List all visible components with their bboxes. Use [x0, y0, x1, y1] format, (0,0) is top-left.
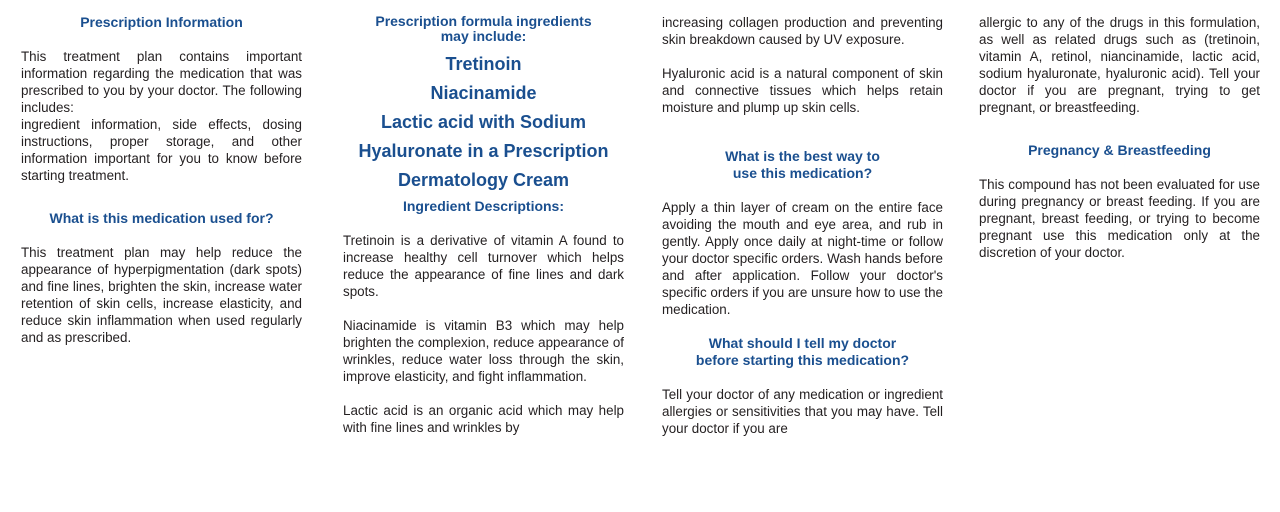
- medication-use-heading: What is this medication used for?: [49, 210, 274, 226]
- lactic-acid-description: Lactic acid is an organic acid which may help with fine lines and wrinkles by: [343, 403, 624, 435]
- ingredient-list: [343, 50, 624, 195]
- ingredient-niacinamide: Niacinamide: [430, 83, 537, 103]
- medication-use-paragraph: This treatment plan may help reduce the appearance of hyperpigmentation (dark spots) and fine lines, brighten the skin, increase water retention of skin cells, increase elasticity, and reduce skin inflammation when used regularly and as prescribed.: [21, 245, 302, 345]
- column-prescription-information: [21, 14, 302, 346]
- hyaluronic-acid-description: Hyaluronic acid is a natural component of skin and connective tissues which helps retain moisture and plump up skin cells.: [662, 66, 943, 115]
- tell-doctor-heading: What should I tell my doctor before starting this medication?: [695, 335, 910, 368]
- column-usage: [662, 14, 943, 437]
- usage-instructions: Apply a thin layer of cream on the entire face avoiding the mouth and eye area, and rub in gently. Apply once daily at night-time or follow your doctor specific orders. Wash hands before and after application. Follow your doctor's specific orders if you are unsure how to use the medication.: [662, 200, 943, 317]
- prescription-information-includes: ingredient information, side effects, dosing instructions, proper storage, and other information important for you to know before starting treatment.: [21, 117, 302, 183]
- prescription-information-intro: This treatment plan contains important information regarding the medication that was prescribed to you by your doctor. The following includes:: [21, 49, 302, 115]
- tell-doctor-paragraph: Tell your doctor of any medication or ingredient allergies or sensitivities that you may have. Tell your doctor if you are: [662, 387, 943, 436]
- column-ingredients: [343, 14, 624, 436]
- pregnancy-breastfeeding-heading: Pregnancy & Breastfeeding: [1028, 142, 1211, 158]
- lactic-acid-description-continued: increasing collagen production and preventing skin breakdown caused by UV exposure.: [662, 15, 943, 47]
- pregnancy-paragraph: This compound has not been evaluated for use during pregnancy or breast feeding. If you are pregnant, breast feeding, or trying to become pregnant use this medication only at the discretion of your doctor.: [979, 177, 1260, 260]
- formula-ingredients-heading: Prescription formula ingredients may include:: [375, 13, 592, 44]
- niacinamide-description: Niacinamide is vitamin B3 which may help brighten the complexion, reduce appearance of wrinkles, reduce water loss through the skin, improve elasticity, and fight inflammation.: [343, 318, 624, 384]
- tretinoin-description: Tretinoin is a derivative of vitamin A found to increase healthy cell turnover which helps reduce the appearance of fine lines and dark spots.: [343, 233, 624, 299]
- column-pregnancy: [979, 14, 1260, 261]
- best-way-to-use-heading: What is the best way to use this medication?: [725, 148, 880, 181]
- ingredient-lactic-acid-cream: Lactic acid with Sodium Hyaluronate in a Prescription Dermatology Cream: [358, 112, 609, 190]
- ingredient-descriptions-heading: Ingredient Descriptions:: [402, 198, 565, 214]
- prescription-information-heading: Prescription Information: [80, 14, 243, 30]
- allergy-paragraph: allergic to any of the drugs in this formulation, as well as related drugs such as (tretinoin, vitamin A, retinol, niancinamide, lactic acid, sodium hyaluronate, hyaluronic acid). Tell your doctor if you are pregnant, trying to get pregnant, or breastfeeding.: [979, 15, 1260, 115]
- ingredient-tretinoin: Tretinoin: [445, 54, 522, 74]
